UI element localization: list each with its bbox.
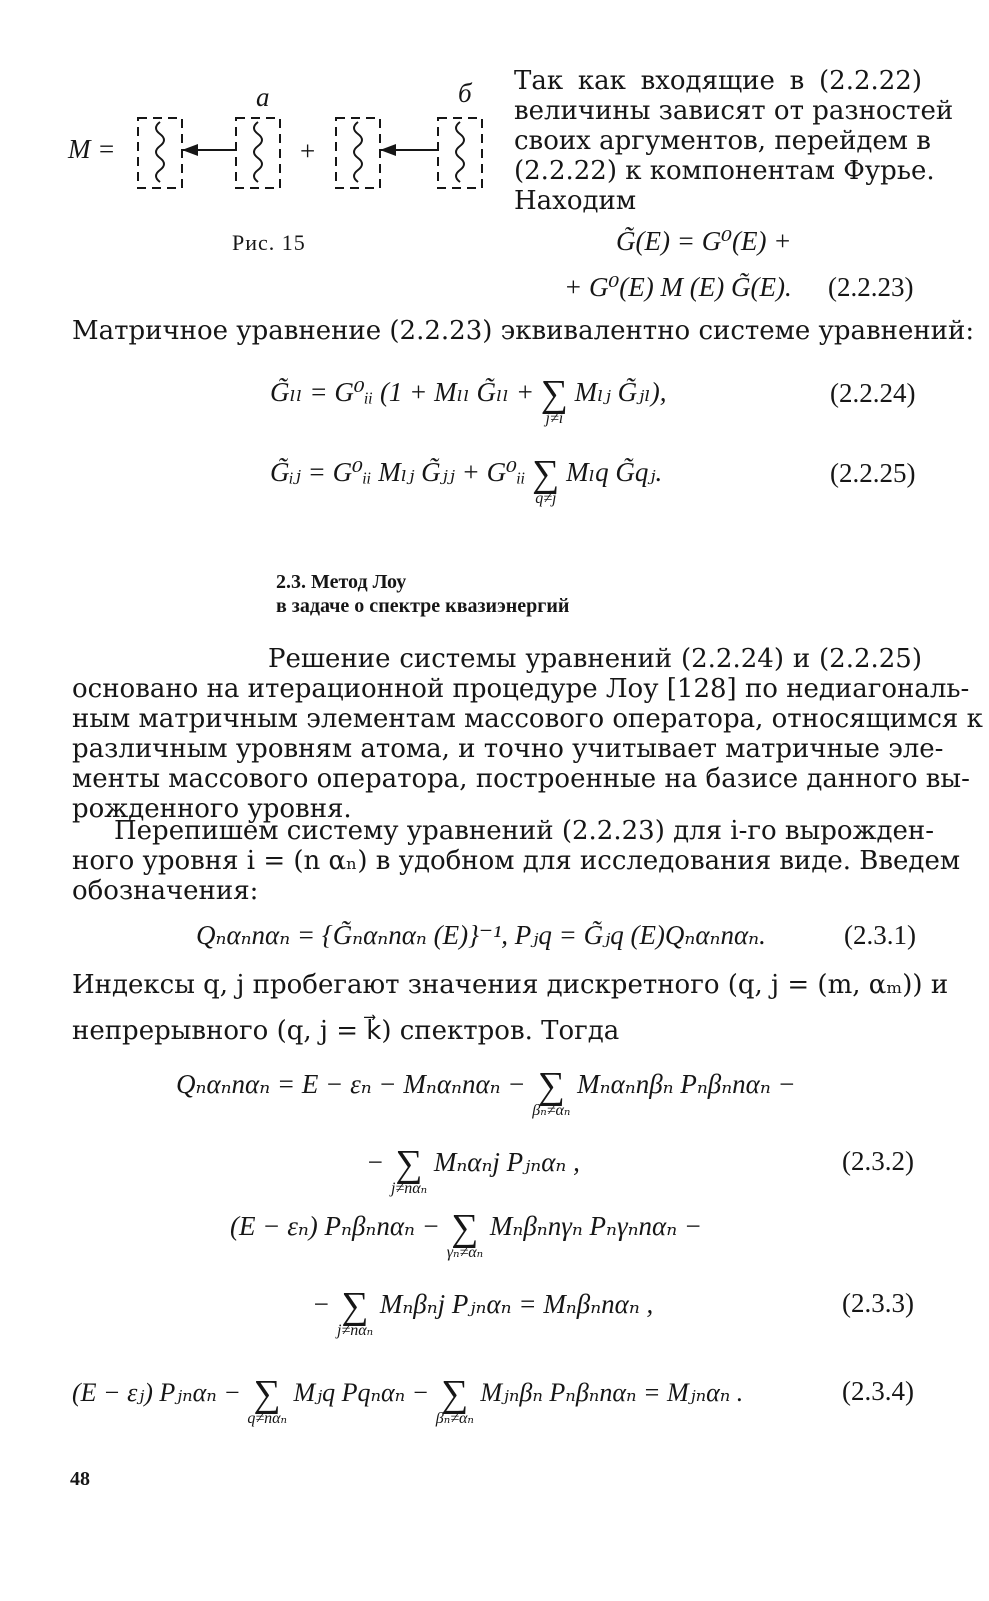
eq-2-2-25 [270, 450, 663, 507]
sum-limit: j≠i [545, 410, 564, 427]
paragraph-2 [72, 816, 961, 906]
eq-2-3-2-minus: − [366, 1147, 385, 1178]
eq-2-2-23-number: (2.2.23) [828, 272, 914, 302]
paragraph-line: ным матричным элементам массового оператора, относящимся к [72, 704, 983, 734]
eq-2-3-4-rhs: Mⱼₙβₙ Pₙβₙnαₙ = Mⱼₙαₙ . [480, 1377, 744, 1407]
figure-lhs: M = [68, 134, 116, 164]
eq-2-3-4-lhs: (E − εⱼ) Pⱼₙαₙ − [72, 1377, 241, 1407]
sum-sign: ∑ j≠i [540, 373, 568, 427]
figure-label-a: а [256, 82, 270, 112]
eq-2-2-23-line1: G̃(E) = G⁰(E) + [616, 226, 792, 256]
indices-paragraph [72, 970, 949, 1046]
eq-2-3-4 [72, 1370, 744, 1427]
sum-limit: q≠nαₙ [247, 1410, 288, 1427]
eq-2-3-1-number: (2.3.1) [844, 920, 916, 950]
eq-2-3-2-rhs: Mₙαₙnβₙ Pₙβₙnαₙ − [577, 1069, 796, 1100]
matrix-sentence: Матричное уравнение (2.2.23) эквивалентно системе уравнений: [72, 316, 975, 346]
indices-line: Индексы q, j пробегают значения дискретного (q, j = (m, αₘ)) и [72, 970, 949, 1000]
paragraph-line: Перепишем систему уравнений (2.2.23) для i-го вырожден- [114, 816, 934, 846]
sum-sign: ∑ j≠nαₙ [390, 1143, 428, 1197]
paragraph-line: основано на итерационной процедуре Лоу [128] по недиагональ- [72, 674, 970, 704]
sum-limit: βₙ≠αₙ [435, 1410, 474, 1427]
eq-2-3-2-line2 [366, 1140, 580, 1197]
paragraph-1 [72, 644, 983, 824]
paragraph-line: рожденного уровня. [72, 794, 352, 824]
paragraph-line: ного уровня i = (n αₙ) в удобном для исследования виде. Введем [72, 846, 961, 876]
sum-sign: ∑ q≠j [532, 453, 560, 507]
sum-sign: ∑ γₙ≠αₙ [446, 1207, 484, 1261]
intro-line: величины зависят от разностей [514, 96, 954, 126]
eq-2-3-2-number: (2.3.2) [842, 1146, 914, 1176]
eq-2-3-3-rhs2: Mₙβₙj Pⱼₙαₙ = Mₙβₙnαₙ , [379, 1289, 654, 1320]
sum-sign: ∑ βₙ≠αₙ [435, 1373, 474, 1427]
eq-2-2-23-line2: + G⁰(E) M (E) G̃(E). [564, 272, 792, 302]
eq-2-3-3-line2 [312, 1282, 654, 1339]
eq-2-2-25-rhs: Mₗq G̃qⱼ. [566, 457, 663, 488]
indices-line: непрерывного (q, j = k⃗) спектров. Тогда [72, 1016, 620, 1046]
figure-caption: Рис. 15 [232, 230, 306, 255]
intro-line: (2.2.22) к компонентам Фурье. [514, 156, 935, 186]
eq-2-2-25-number: (2.2.25) [830, 458, 916, 488]
eq-2-3-3-line1 [230, 1204, 703, 1261]
figure-15 [60, 70, 500, 270]
section-title-line2: в задаче о спектре квазиэнергий [276, 595, 570, 617]
eq-2-3-4-number: (2.3.4) [842, 1376, 914, 1406]
eq-2-3-2-rhs2: Mₙαₙj Pⱼₙαₙ , [433, 1147, 580, 1178]
sum-limit: γₙ≠αₙ [446, 1244, 484, 1261]
figure-plus: + [300, 136, 316, 166]
intro-paragraph [514, 66, 954, 216]
sum-sign: ∑ q≠nαₙ [247, 1373, 288, 1427]
paragraph-line: различным уровням атома, и точно учитывает матричные эле- [72, 734, 944, 764]
sum-limit: j≠nαₙ [390, 1180, 428, 1197]
intro-line: Находим [514, 186, 637, 216]
sum-limit: q≠j [535, 490, 557, 507]
eq-2-2-24-number: (2.2.24) [830, 378, 916, 408]
page-number: 48 [70, 1468, 90, 1490]
paragraph-line: менты массового оператора, построенные на базисе данного вы- [72, 764, 970, 794]
paragraph-line: обозначения: [72, 876, 259, 906]
sum-sign: ∑ βₙ≠αₙ [532, 1065, 571, 1119]
eq-2-3-3-minus: − [312, 1289, 331, 1320]
intro-line: своих аргументов, перейдем в [514, 126, 931, 156]
section-title-line1: 2.3. Метод Лоу [276, 571, 407, 593]
eq-2-2-24-rhs: Mₗⱼ G̃ⱼₗ), [574, 377, 667, 408]
eq-2-3-2-lhs: Qₙαₙnαₙ = E − εₙ − Mₙαₙnαₙ − [176, 1069, 526, 1100]
eq-2-3-3-rhs: Mₙβₙnγₙ Pₙγₙnαₙ − [489, 1211, 703, 1242]
sum-limit: j≠nαₙ [336, 1322, 374, 1339]
paragraph-line: Решение системы уравнений (2.2.24) и (2.2.25) [268, 644, 922, 674]
eq-2-3-4-mid: Mⱼq Pqₙαₙ − [293, 1377, 430, 1407]
diagram-mass-operator [60, 70, 500, 210]
eq-2-2-24-lhs: G̃ₗₗ = G⁰ᵢᵢ (1 + Mₗₗ G̃ₗₗ + [270, 377, 535, 408]
sum-limit: βₙ≠αₙ [532, 1102, 571, 1119]
intro-line: Так как входящие в (2.2.22) [514, 66, 922, 96]
eq-2-3-2-line1 [176, 1062, 796, 1119]
section-title [276, 570, 569, 618]
eq-2-3-3-number: (2.3.3) [842, 1288, 914, 1318]
eq-2-3-3-lhs: (E − εₙ) Pₙβₙnαₙ − [230, 1211, 440, 1242]
eq-2-2-25-lhs: G̃ᵢⱼ = G⁰ᵢᵢ Mₗⱼ G̃ⱼⱼ + G⁰ᵢᵢ [270, 457, 526, 488]
eq-2-3-1: Qₙαₙnαₙ = {G̃ₙαₙnαₙ (E)}⁻¹, Pⱼq = G̃ⱼq (E)Qₙαₙnαₙ. [196, 920, 766, 950]
figure-label-b: б [458, 78, 472, 108]
eq-2-2-24 [270, 370, 667, 427]
sum-sign: ∑ j≠nαₙ [336, 1285, 374, 1339]
